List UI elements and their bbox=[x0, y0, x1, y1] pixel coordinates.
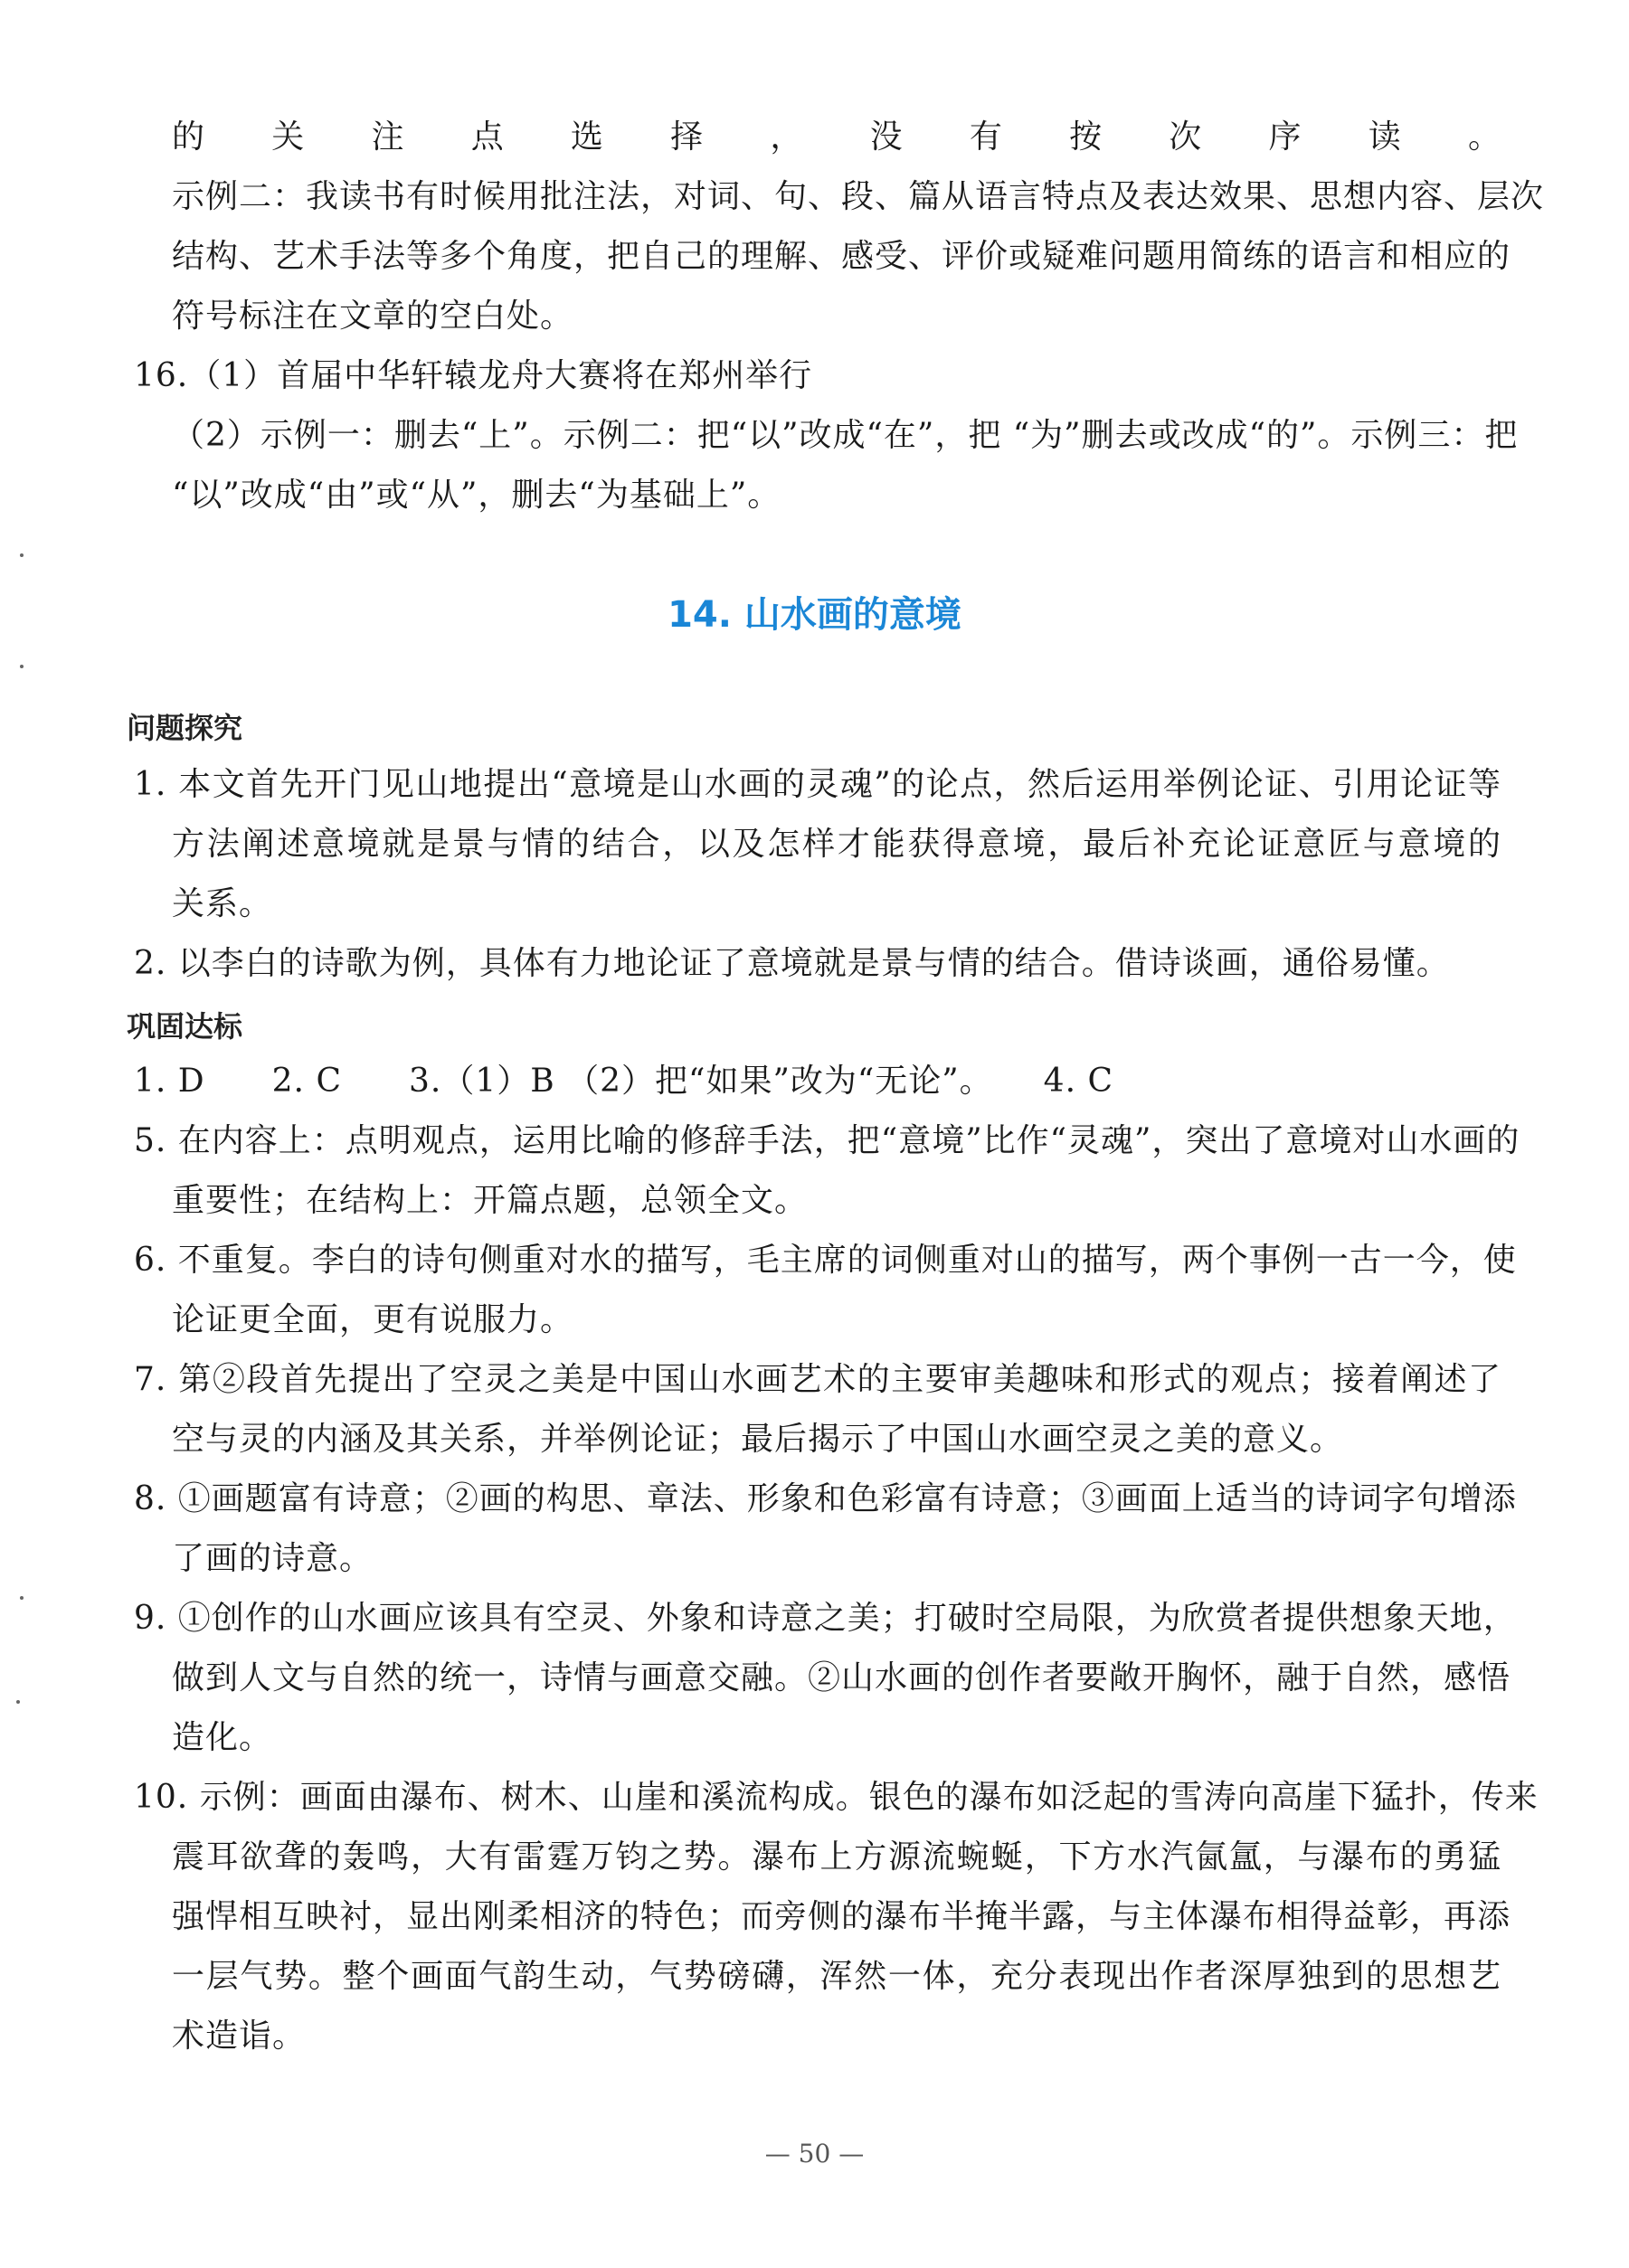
text-line: 了画的诗意。 bbox=[172, 1540, 374, 1577]
scan-dot bbox=[16, 1700, 20, 1704]
text-line: 造化。 bbox=[172, 1719, 273, 1756]
answer-item-9: 9. ①创作的山水画应该具有空灵、外象和诗意之美；打破时空局限，为欣赏者提供想象天地， bbox=[134, 1600, 1517, 1637]
scan-dot bbox=[20, 553, 24, 557]
section-heading-consolidate: 巩固达标 bbox=[127, 1009, 243, 1044]
answer-16-part2: （2）示例一：删去“上”。示例二：把“以”改成“在”，把 “为”删去或改成“的”。示例三：把 bbox=[172, 417, 1519, 454]
text-line: 关系。 bbox=[172, 885, 273, 922]
text-line: 做到人文与自然的统一，诗情与画意交融。②山水画的创作者要敞开胸怀，融于自然，感悟 bbox=[172, 1659, 1511, 1696]
text-line: 术造诣。 bbox=[172, 2018, 307, 2055]
text-line: 空与灵的内涵及其关系，并举例论证；最后揭示了中国山水画空灵之美的意义。 bbox=[172, 1421, 1344, 1458]
scan-dot bbox=[20, 1596, 24, 1600]
text-line: 论证更全面，更有说服力。 bbox=[172, 1301, 574, 1338]
text-line: 强悍相互映衬，显出刚柔相济的特色；而旁侧的瀑布半掩半露，与主体瀑布相得益彰，再添 bbox=[172, 1898, 1511, 1935]
page-number: — 50 — bbox=[764, 2139, 865, 2169]
text-line: 震耳欲聋的轰鸣，大有雷霆万钧之势。瀑布上方源流蜿蜒，下方水汽氤氲，与瀑布的勇猛 bbox=[172, 1838, 1501, 1876]
scan-dot bbox=[20, 665, 24, 668]
section-heading-problem: 问题探究 bbox=[127, 711, 243, 745]
text-line: 一层气势。整个画面气韵生动，气势磅礴，浑然一体，充分表现出作者深厚独到的思想艺 bbox=[172, 1958, 1501, 1995]
text-line: 示例二：我读书有时候用批注法，对词、句、段、篇从语言特点及表达效果、思想内容、层次 bbox=[172, 178, 1545, 215]
answer-item-1: 1. 本文首先开门见山地提出“意境是山水画的灵魂”的论点，然后运用举例论证、引用论证等 bbox=[134, 766, 1501, 803]
text-line: 符号标注在文章的空白处。 bbox=[172, 298, 574, 335]
answer-item-8: 8. ①画题富有诗意；②画的构思、章法、形象和色彩富有诗意；③画面上适当的诗词字句增添 bbox=[134, 1480, 1517, 1517]
answer-item-7: 7. 第②段首先提出了空灵之美是中国山水画艺术的主要审美趣味和形式的观点；接着阐述了 bbox=[134, 1361, 1501, 1398]
text-line: 结构、艺术手法等多个角度，把自己的理解、感受、评价或疑难问题用简练的语言和相应的 bbox=[172, 238, 1511, 275]
answer-16-part2-cont: “以”改成“由”或“从”，删去“为基础上”。 bbox=[172, 477, 781, 514]
answer-16-part1: 16.（1）首届中华轩辕龙舟大赛将在郑州举行 bbox=[134, 357, 813, 394]
answer-item-10: 10. 示例：画面由瀑布、树木、山崖和溪流构成。银色的瀑布如泛起的雪涛向高崖下猛扑，传来 bbox=[134, 1779, 1539, 1816]
answer-item-6: 6. 不重复。李白的诗句侧重对水的描写，毛主席的词侧重对山的描写，两个事例一古一今，使 bbox=[134, 1242, 1517, 1279]
text-line: 重要性；在结构上：开篇点题，总领全文。 bbox=[172, 1182, 809, 1219]
answer-item-5: 5. 在内容上：点明观点，运用比喻的修辞手法，把“意境”比作“灵魂”，突出了意境对山水画的 bbox=[134, 1122, 1520, 1159]
text-line: 方法阐述意境就是景与情的结合，以及怎样才能获得意境，最后补充论证意匠与意境的 bbox=[172, 826, 1501, 863]
answer-row-1-4: 1. D 2. C 3.（1）B （2）把“如果”改为“无论”。 4. C bbox=[134, 1063, 1113, 1100]
text-line: 的关注点选择，没有按次序读。 bbox=[172, 118, 1501, 156]
lesson-title: 14. 山水画的意境 bbox=[668, 594, 961, 636]
answer-item-2: 2. 以李白的诗歌为例，具体有力地论证了意境就是景与情的结合。借诗谈画，通俗易懂。 bbox=[134, 945, 1450, 982]
